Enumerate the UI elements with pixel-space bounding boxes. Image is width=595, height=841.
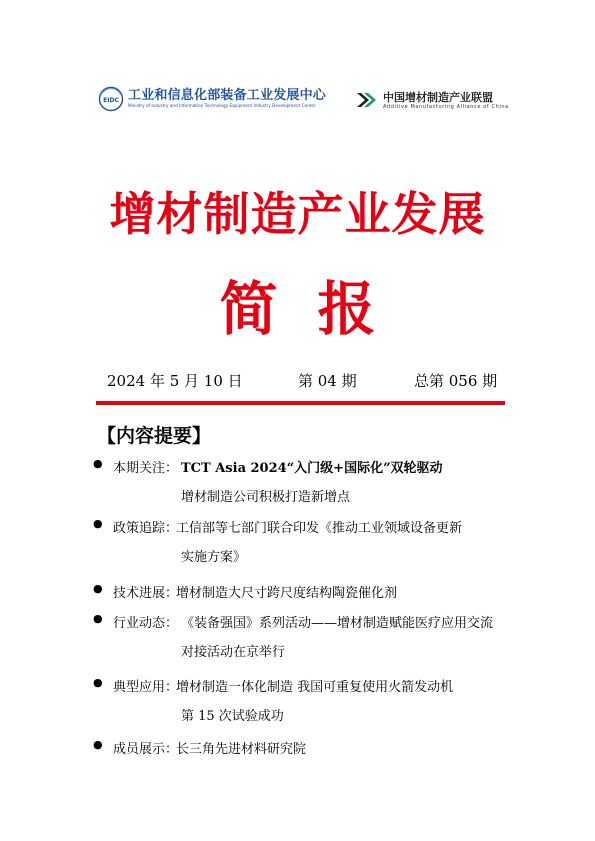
eidc-logo	[98, 84, 327, 118]
summary-item-line1: 工信部等七部门联合印发《推动工业领域设备更新	[176, 521, 463, 536]
summary-item-line2: 第 15 次试验成功	[181, 709, 284, 724]
summary-item-line2: 实施方案》	[181, 550, 247, 565]
summary-item-line1: 增材制造大尺寸跨尺度结构陶瓷催化剂	[176, 586, 398, 601]
red-divider	[96, 401, 505, 405]
bullet-icon: ●	[93, 738, 103, 751]
total-issue-number: 总第 056 期	[414, 372, 498, 390]
amac-english-name: Additive Manufacturing Alliance of China	[383, 104, 509, 110]
issue-number: 第 04 期	[298, 372, 357, 390]
summary-heading: 【内容提要】	[97, 425, 212, 447]
eidc-name: 工业和信息化部装备工业发展中心	[128, 88, 327, 103]
bulletin-subtitle: 简报	[219, 275, 416, 343]
summary-item-line1: 长三角先进材料研究院	[176, 742, 307, 757]
amac-name: 中国增材制造产业联盟	[383, 91, 493, 104]
amac-logo	[355, 88, 509, 114]
summary-item-label: 典型应用：	[113, 680, 179, 695]
summary-item-line1: TCT Asia 2024“入门级+国际化”双轮驱动	[181, 461, 443, 476]
bullet-icon: ●	[93, 582, 103, 595]
eidc-emblem-text: EIDC	[103, 97, 119, 104]
eidc-emblem-icon	[98, 86, 124, 112]
bullet-icon: ●	[93, 676, 103, 689]
bulletin-title: 增材制造产业发展	[109, 187, 486, 241]
summary-item-line2: 对接活动在京举行	[181, 645, 286, 660]
issue-date: 2024 年 5 月 10 日	[107, 372, 243, 390]
bullet-icon: ●	[93, 612, 103, 625]
summary-item-label: 政策追踪：	[113, 521, 179, 536]
summary-item-line2: 增材制造公司积极打造新增点	[181, 490, 351, 505]
summary-item-line1: 增材制造一体化制造 我国可重复使用火箭发动机	[176, 680, 454, 695]
summary-item-label: 本期关注：	[113, 461, 179, 476]
summary-item-line1: 《装备强国》系列活动——增材制造赋能医疗应用交流	[181, 616, 494, 631]
eidc-english-name: Ministry of Industry and Information Technology Equipment Industry Development Center	[128, 103, 316, 108]
bullet-icon: ●	[93, 457, 103, 470]
summary-item-label: 技术进展：	[113, 586, 179, 601]
summary-item-label: 行业动态：	[113, 616, 179, 631]
summary-item-label: 成员展示：	[113, 742, 179, 757]
amac-mark-icon	[355, 89, 377, 111]
bullet-icon: ●	[93, 517, 103, 530]
